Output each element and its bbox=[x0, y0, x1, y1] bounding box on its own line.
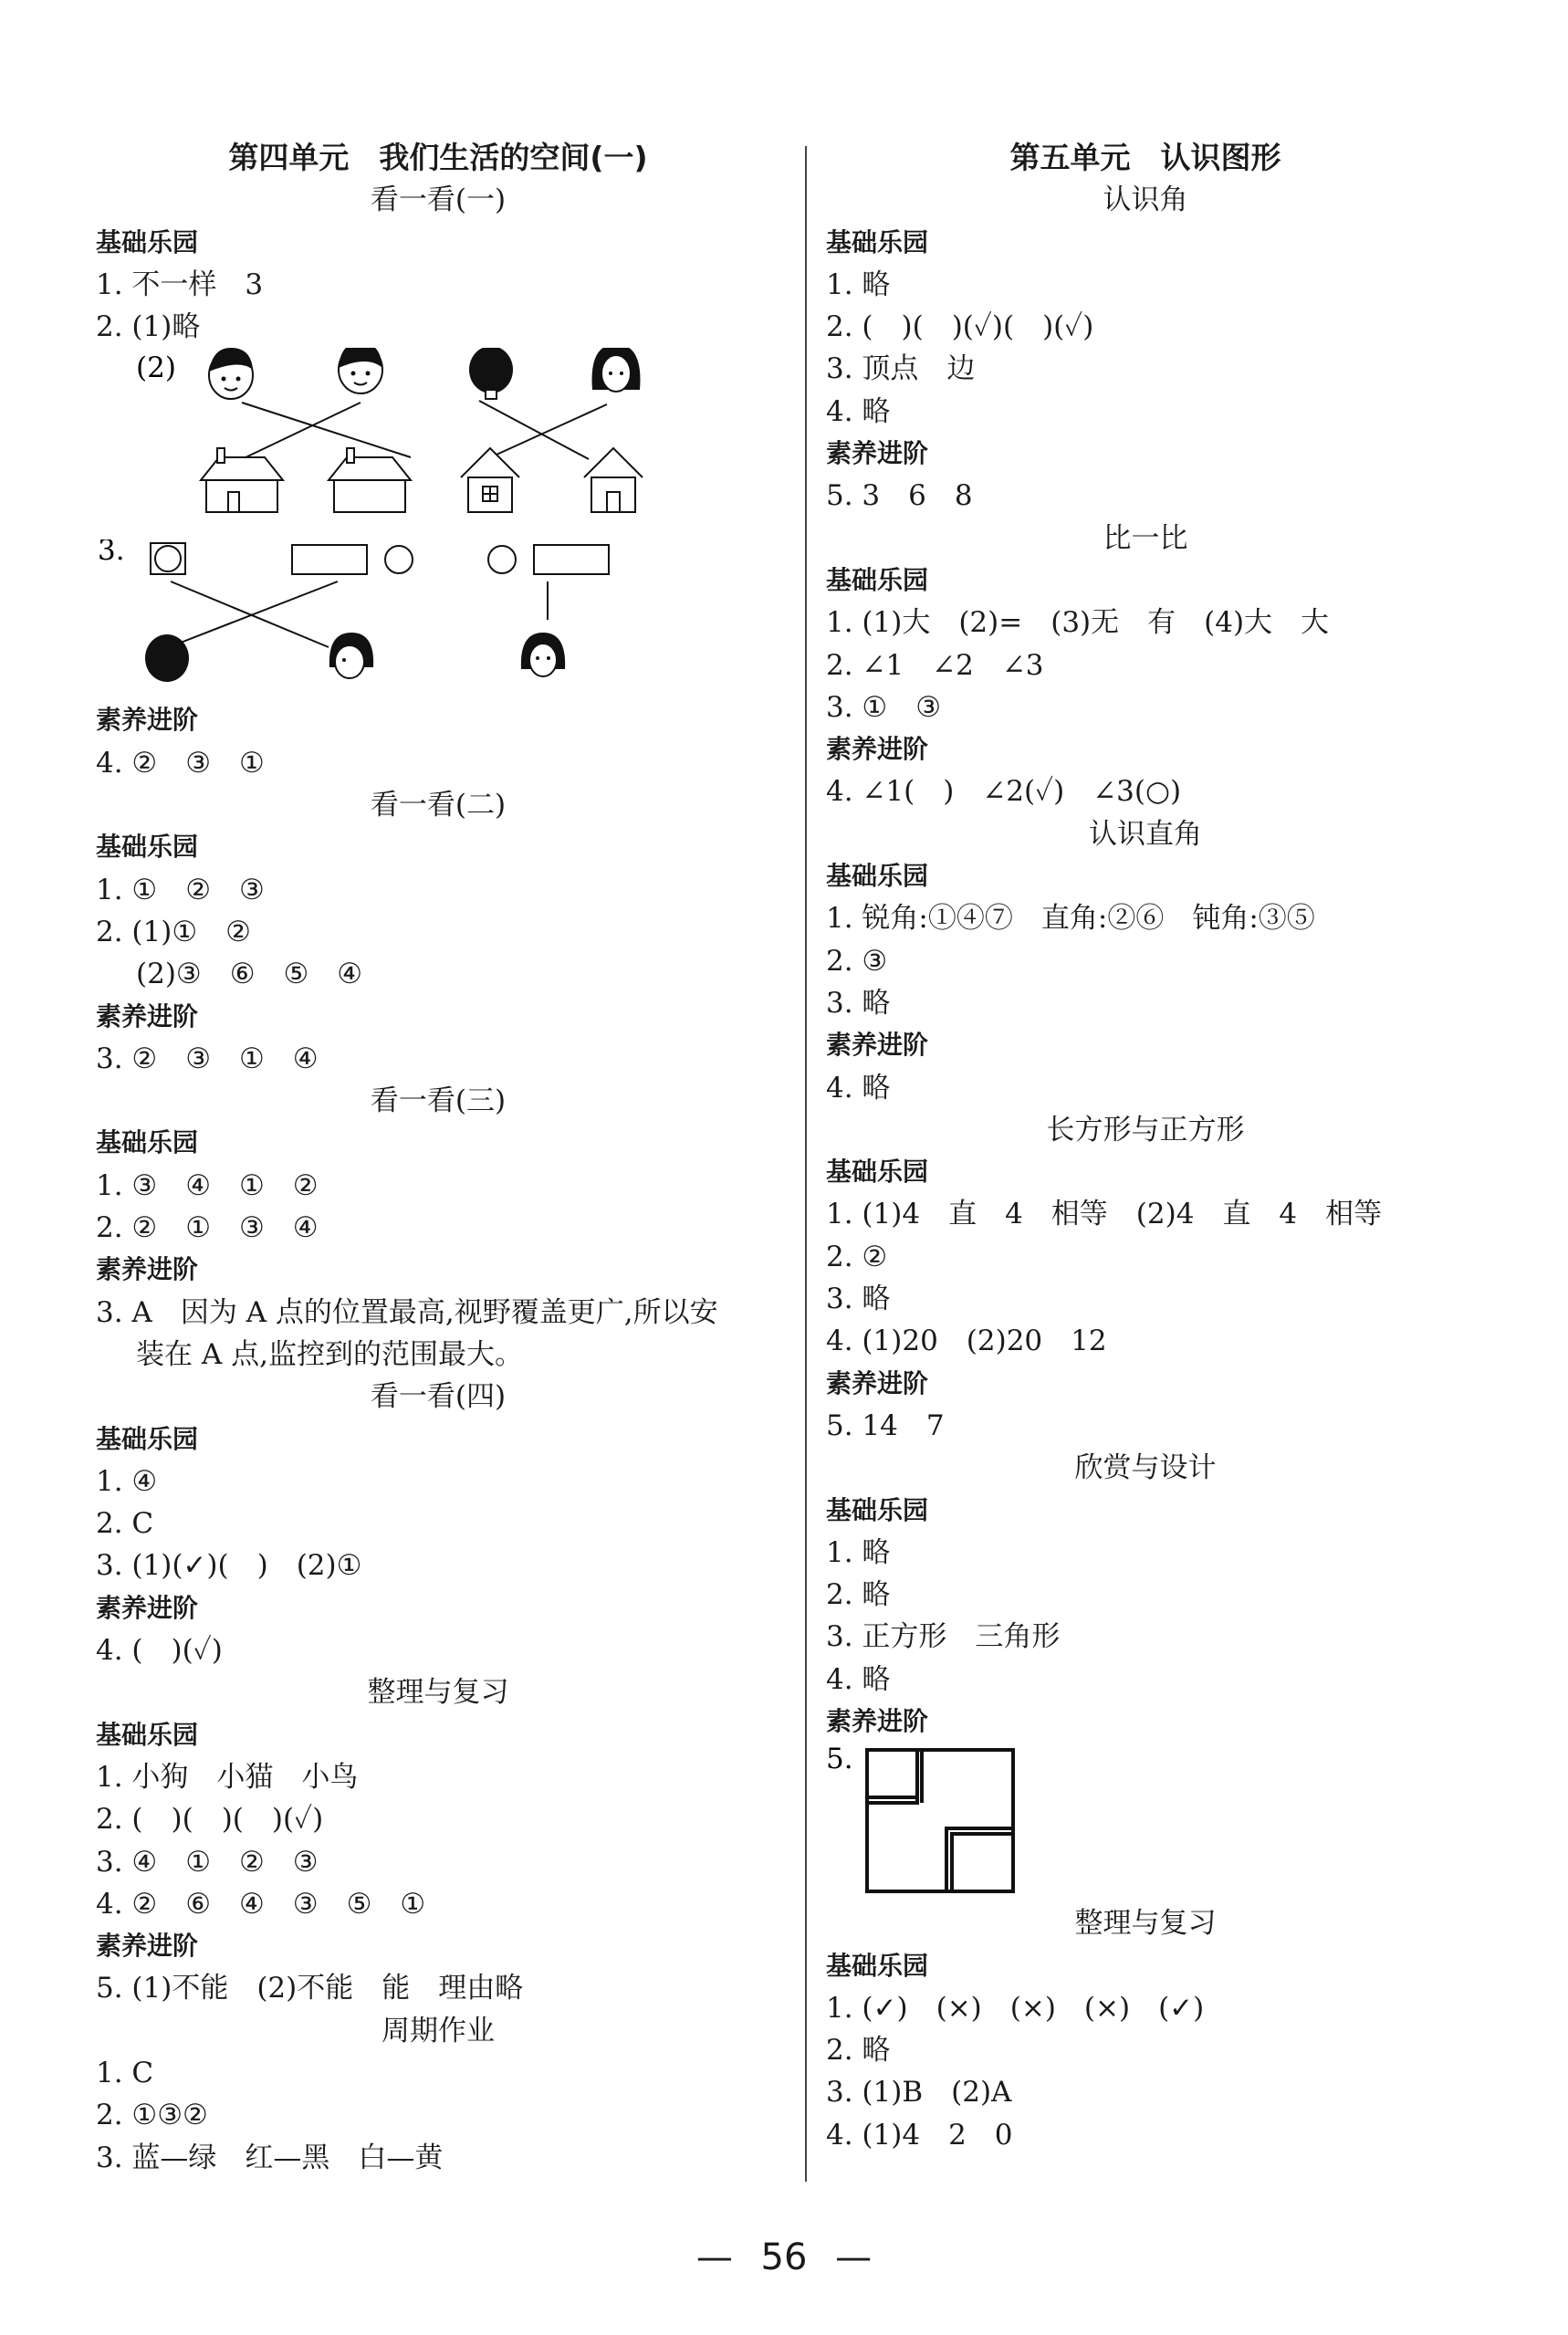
unit-title: 第五单元 认识图形 bbox=[1009, 140, 1281, 175]
answer-line: 5. 14 7 bbox=[826, 1408, 945, 1442]
answer-line: 3. ② ③ ① ④ bbox=[96, 1042, 319, 1075]
svg-text:(2): (2) bbox=[136, 351, 176, 385]
answer-line: 2. 略 bbox=[826, 2034, 891, 2068]
answer-line: 1. 略 bbox=[826, 1535, 891, 1569]
page-number-dash-left: — bbox=[695, 2236, 733, 2278]
answer-line: 4. (1)20 (2)20 12 bbox=[826, 1325, 1107, 1358]
section-title: 认识角 bbox=[1103, 183, 1188, 217]
house-icon bbox=[201, 448, 283, 512]
answer-line: 装在 A 点,监控到的范围最大。 bbox=[136, 1337, 523, 1371]
unit-title: 第四单元 我们生活的空间(一) bbox=[228, 140, 648, 175]
subsection-basic: 基础乐园 bbox=[96, 832, 199, 863]
section-title: 整理与复习 bbox=[1074, 1907, 1217, 1941]
house-front-icon bbox=[584, 448, 643, 512]
svg-text:5.: 5. bbox=[826, 1743, 853, 1776]
answer-line: 1. (✓) (×) (×) (×) (✓) bbox=[826, 1991, 1205, 2025]
answer-line: 2. ③ bbox=[826, 944, 888, 978]
girl-face-icon bbox=[592, 348, 641, 392]
subsection-advanced: 素养进阶 bbox=[96, 1000, 199, 1031]
answer-line: 4. ② ⑥ ④ ③ ⑤ ① bbox=[96, 1887, 426, 1921]
answer-line: (2)③ ⑥ ⑤ ④ bbox=[136, 958, 363, 991]
faces-houses-illustration bbox=[96, 348, 780, 539]
subsection-basic: 基础乐园 bbox=[826, 564, 929, 595]
answer-line: 1. ④ bbox=[96, 1464, 158, 1498]
answer-line: 1. 不一样 3 bbox=[96, 267, 264, 301]
answer-line: 2. ② ① ③ ④ bbox=[96, 1211, 319, 1245]
subsection-basic: 基础乐园 bbox=[96, 1719, 199, 1750]
answer-line: 3. 略 bbox=[826, 1283, 891, 1316]
matching-lines bbox=[242, 401, 607, 459]
column-divider bbox=[805, 146, 807, 2182]
girl-face-icon bbox=[521, 633, 565, 676]
answer-line: 2. (1)① ② bbox=[96, 915, 251, 948]
subsection-advanced: 素养进阶 bbox=[826, 1367, 929, 1398]
answer-line: 4. ② ③ ① bbox=[96, 746, 265, 780]
section-title: 比一比 bbox=[1103, 521, 1188, 555]
answer-line: 3. 蓝—绿 红—黑 白—黄 bbox=[96, 2141, 444, 2174]
section-title: 认识直角 bbox=[1089, 817, 1202, 851]
square-design-illustration bbox=[826, 1743, 1465, 1902]
answer-line: 1. C bbox=[96, 2056, 154, 2089]
subsection-basic: 基础乐园 bbox=[826, 1950, 929, 1981]
answer-line: 3. ④ ① ② ③ bbox=[96, 1845, 319, 1879]
subsection-advanced: 素养进阶 bbox=[96, 1254, 199, 1285]
answer-line: 1. 略 bbox=[826, 267, 891, 301]
child-face-icon bbox=[209, 348, 253, 399]
answer-line: 2. ①③② bbox=[96, 2099, 208, 2132]
section-title: 看一看(二) bbox=[370, 789, 507, 822]
child-back-head-icon bbox=[145, 634, 189, 682]
child-face-icon bbox=[339, 348, 382, 393]
subsection-basic: 基础乐园 bbox=[826, 861, 929, 892]
subsection-advanced: 素养进阶 bbox=[826, 438, 929, 469]
answer-line: 2. (1)略 bbox=[96, 310, 201, 344]
page-number-dash-right: — bbox=[835, 2236, 873, 2278]
answer-line: 1. (1)4 直 4 相等 (2)4 直 4 相等 bbox=[826, 1198, 1383, 1231]
subsection-advanced: 素养进阶 bbox=[826, 734, 929, 765]
section-title: 整理与复习 bbox=[367, 1676, 509, 1710]
subsection-basic: 基础乐园 bbox=[96, 226, 199, 257]
answer-line: 3. 正方形 三角形 bbox=[826, 1620, 1061, 1654]
answer-line: 3. 顶点 边 bbox=[826, 352, 976, 386]
answer-line: 1. ③ ④ ① ② bbox=[96, 1168, 319, 1202]
answer-line: 5. (1)不能 (2)不能 能 理由略 bbox=[96, 1972, 524, 2005]
answer-line: 2. ② bbox=[826, 1240, 888, 1273]
answer-line: 2. 略 bbox=[826, 1578, 891, 1612]
answer-line: 3. ① ③ bbox=[826, 690, 942, 724]
subsection-basic: 基础乐园 bbox=[826, 1157, 929, 1188]
answer-line: 4. 略 bbox=[826, 1071, 891, 1105]
answer-line: 3. (1)B (2)A bbox=[826, 2076, 1012, 2110]
answer-line: 4. 略 bbox=[826, 394, 891, 428]
answer-line: 3. 略 bbox=[826, 986, 891, 1020]
answer-line: 3. A 因为 A 点的位置最高,视野覆盖更广,所以安 bbox=[96, 1295, 718, 1329]
shapes-children-illustration bbox=[96, 539, 780, 699]
child-back-head-icon bbox=[469, 348, 513, 399]
subsection-advanced: 素养进阶 bbox=[96, 1931, 199, 1962]
shapes-children-figure bbox=[96, 539, 780, 699]
answer-line: 2. ( )( )(✓)( )(✓) bbox=[826, 310, 1094, 344]
answer-line: 4. (1)4 2 0 bbox=[826, 2118, 1013, 2152]
left-column bbox=[96, 137, 780, 2179]
subsection-basic: 基础乐园 bbox=[96, 1127, 199, 1158]
answer-line: 4. ( )(✓) bbox=[96, 1634, 223, 1668]
subsection-basic: 基础乐园 bbox=[826, 1494, 929, 1525]
section-title: 看一看(三) bbox=[370, 1084, 507, 1118]
svg-text:3.: 3. bbox=[98, 539, 125, 568]
right-column bbox=[826, 137, 1465, 2156]
page-number bbox=[0, 2235, 1568, 2280]
house-icon bbox=[329, 448, 411, 512]
answer-line: 4. ∠1( ) ∠2(✓) ∠3(○) bbox=[826, 775, 1182, 809]
shape-icons bbox=[151, 543, 609, 574]
answer-line: 4. 略 bbox=[826, 1662, 891, 1696]
answer-line: 3. (1)(✓)( ) (2)① bbox=[96, 1549, 362, 1583]
answer-line: 1. (1)大 (2)= (3)无 有 (4)大 大 bbox=[826, 606, 1330, 640]
subsection-basic: 基础乐园 bbox=[826, 226, 929, 257]
answer-line: 2. C bbox=[96, 1507, 154, 1541]
answer-line: 1. ① ② ③ bbox=[96, 873, 265, 906]
subsection-basic: 基础乐园 bbox=[96, 1423, 199, 1454]
page-number-value: 56 bbox=[760, 2236, 808, 2278]
subsection-advanced: 素养进阶 bbox=[96, 1592, 199, 1623]
subsection-advanced: 素养进阶 bbox=[826, 1030, 929, 1061]
answer-line: 2. ( )( )( )(✓) bbox=[96, 1803, 324, 1837]
answer-line: 1. 锐角:①④⑦ 直角:②⑥ 钝角:③⑤ bbox=[826, 902, 1315, 936]
section-title: 长方形与正方形 bbox=[1046, 1113, 1245, 1147]
square-design-figure bbox=[826, 1743, 1465, 1902]
section-title: 周期作业 bbox=[382, 2014, 495, 2047]
girl-face-icon bbox=[329, 633, 373, 678]
subsection-advanced: 素养进阶 bbox=[96, 705, 199, 736]
square-design-drawing bbox=[867, 1750, 1013, 1891]
answer-line: 2. ∠1 ∠2 ∠3 bbox=[826, 648, 1044, 682]
subsection-advanced: 素养进阶 bbox=[826, 1705, 929, 1736]
section-title: 看一看(四) bbox=[370, 1380, 507, 1414]
faces-houses-figure bbox=[96, 348, 780, 539]
answer-line: 5. 3 6 8 bbox=[826, 479, 973, 513]
section-title: 看一看(一) bbox=[370, 183, 507, 217]
section-title: 欣赏与设计 bbox=[1074, 1451, 1217, 1485]
answer-line: 1. 小狗 小猫 小鸟 bbox=[96, 1760, 359, 1794]
house-front-icon bbox=[461, 448, 519, 512]
